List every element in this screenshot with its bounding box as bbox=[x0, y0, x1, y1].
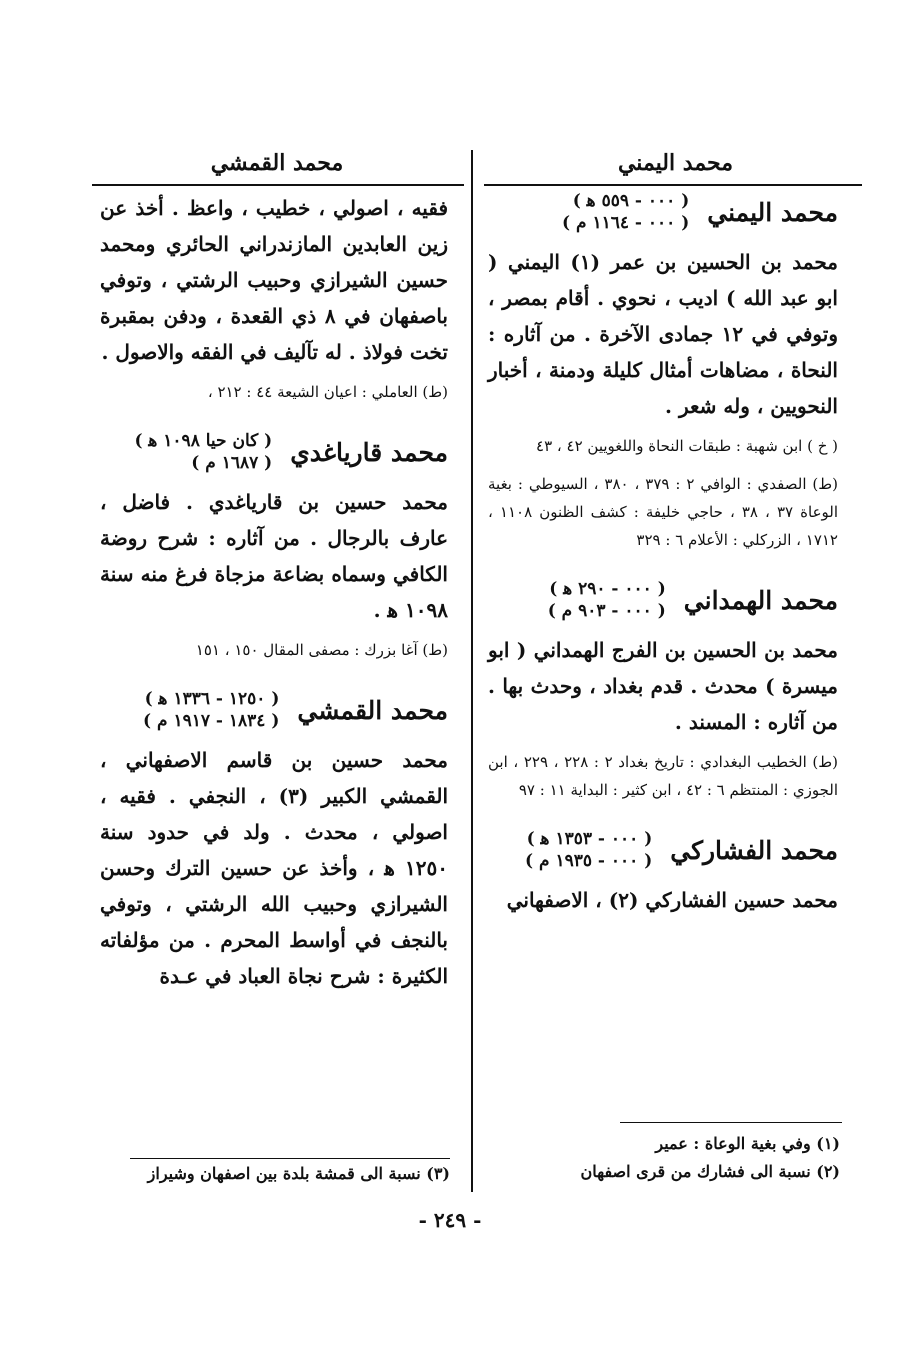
footnote: (١) وفي بغية الوعاة : عمير bbox=[655, 1134, 840, 1153]
dates-gregorian: ( ٠٠٠ - ٩٠٣ م ) bbox=[547, 601, 666, 621]
entry-body: محمد حسين بن قاسم الاصفهاني ، القمشي الكبير (٣) ، النجفي . فقيه ، اصولي ، محدث . ولد في حدود سنة ١٢٥٠ ﻫ ، وأخذ عن حسين الترك وحسن الشيرازي وحبيب الله الرشتي ، وتوفي بالنجف في أواسط المحرم . من مؤلفاته الكثيرة : شرح نجاة العباد في عـدة bbox=[100, 748, 449, 988]
entry-body: محمد بن الحسين بن عمر (١) اليمني ( ابو عبد الله ) اديب ، نحوي . أقام بمصر ، وتوفي في ١٢ جمادى الآخرة . من آثاره : النحاة ، مضاهات أمثال كليلة ودمنة ، أخبار النحويين ، وله شعر . bbox=[488, 250, 838, 418]
dates-gregorian: ( ١٦٨٧ م ) bbox=[191, 453, 273, 473]
entry-name: محمد الفشاركي bbox=[670, 835, 838, 865]
right-column bbox=[488, 190, 838, 926]
entry-name: محمد الهمداني bbox=[683, 585, 838, 615]
entry-dates bbox=[143, 688, 279, 732]
dates-hijri: ( كان حيا ١٠٩٨ ﻫ ) bbox=[134, 431, 273, 451]
dates-gregorian: ( ١٨٣٤ - ١٩١٧ م ) bbox=[143, 711, 280, 731]
dates-hijri: ( ٠٠٠ - ٢٩٠ ﻫ ) bbox=[549, 579, 666, 599]
entry-body: محمد حسين الفشاركي (٢) ، الاصفهاني bbox=[506, 888, 838, 912]
footnotes-left bbox=[110, 1160, 450, 1188]
footnote-rule-left bbox=[130, 1158, 450, 1159]
reference-line: (ط) الصفدي : الوافي ٢ : ٣٧٩ ، ٣٨٠ ، السيوطي : بغية الوعاة ٣٧ ، ٣٨ ، حاجي خليفة : كشف الظنون ١١٠٨ ، ١٧١٢ ، الزركلي : الأعلام ٦ : ٣٢٩ bbox=[488, 475, 839, 549]
entry-body: فقيه ، اصولي ، خطيب ، واعظ . أخذ عن زين العابدين المازندراني الحائري ومحمد حسين الشيرازي وحبيب الرشتي ، وتوفي باصفهان في ٨ ذي القعدة ، ودفن بمقبرة تخت فولاذ . له تآليف في الفقه والاصول . bbox=[100, 196, 448, 364]
dates-gregorian: ( ٠٠٠ - ١١٦٤ م ) bbox=[562, 213, 690, 233]
reference-line: (ط) العاملي : اعيان الشيعة ٤٤ : ٢١٢ ، bbox=[207, 383, 448, 401]
entry-name: محمد قارياغدي bbox=[290, 437, 448, 467]
header-rule-left bbox=[92, 184, 464, 186]
left-column bbox=[100, 190, 448, 1002]
entry-dates bbox=[525, 828, 652, 872]
dates-hijri: ( ١٢٥٠ - ١٣٣٦ ﻫ ) bbox=[144, 689, 280, 709]
entry-heading bbox=[100, 430, 448, 474]
entry-name: محمد اليمني bbox=[707, 197, 838, 227]
column-divider bbox=[471, 150, 473, 1192]
dates-hijri: ( ٠٠٠ - ٥٥٩ ﻫ ) bbox=[572, 191, 690, 211]
entry-heading bbox=[488, 828, 838, 872]
dates-gregorian: ( ٠٠٠ - ١٩٣٥ م ) bbox=[525, 851, 653, 871]
entry-name: محمد القمشي bbox=[297, 695, 448, 725]
entry-body: محمد بن الحسين بن الفرج الهمداني ( ابو ميسرة ) محدث . قدم بغداد ، وحدث بها . من آثاره : المسند . bbox=[488, 638, 838, 734]
entry-dates bbox=[548, 578, 666, 622]
reference-line: (ط) الخطيب البغدادي : تاريخ بغداد ٢ : ٢٢٨ ، ٢٢٩ ، ابن الجوزي : المنتظم ٦ : ٤٢ ، ابن كثير : البداية ١١ : ٩٧ bbox=[488, 753, 838, 799]
entry-heading bbox=[488, 578, 838, 622]
footnotes-right bbox=[540, 1130, 840, 1186]
entry-body: محمد حسين بن قارياغدي . فاضل ، عارف بالرجال . من آثاره : شرح روضة الكافي وسماه بضاعة مزجاة فرغ منه سنة ١٠٩٨ ﻫ . bbox=[100, 490, 448, 622]
footnote: (٣) نسبة الى قمشة بلدة بين اصفهان وشيراز bbox=[147, 1164, 450, 1183]
header-rule-right bbox=[484, 184, 862, 186]
entry-heading bbox=[100, 688, 448, 732]
right-running-header: محمد اليمني bbox=[617, 150, 734, 176]
entry-heading bbox=[488, 190, 838, 234]
page-number: - ٢٤٩ - bbox=[418, 1208, 482, 1232]
footnote-rule-right bbox=[620, 1122, 842, 1123]
entry-dates bbox=[562, 190, 689, 234]
left-running-header: محمد القمشي bbox=[210, 150, 344, 176]
reference-line: (ط) آغا بزرك : مصفى المقال ١٥٠ ، ١٥١ bbox=[195, 641, 448, 659]
reference-line: ( خ ) ابن شهبة : طبقات النحاة واللغويين ٤٢ ، ٤٣ bbox=[536, 437, 838, 455]
footnote: (٢) نسبة الى فشارك من قرى اصفهان bbox=[580, 1162, 840, 1181]
entry-dates bbox=[134, 430, 272, 474]
dates-hijri: ( ٠٠٠ - ١٣٥٣ ﻫ ) bbox=[526, 829, 653, 849]
